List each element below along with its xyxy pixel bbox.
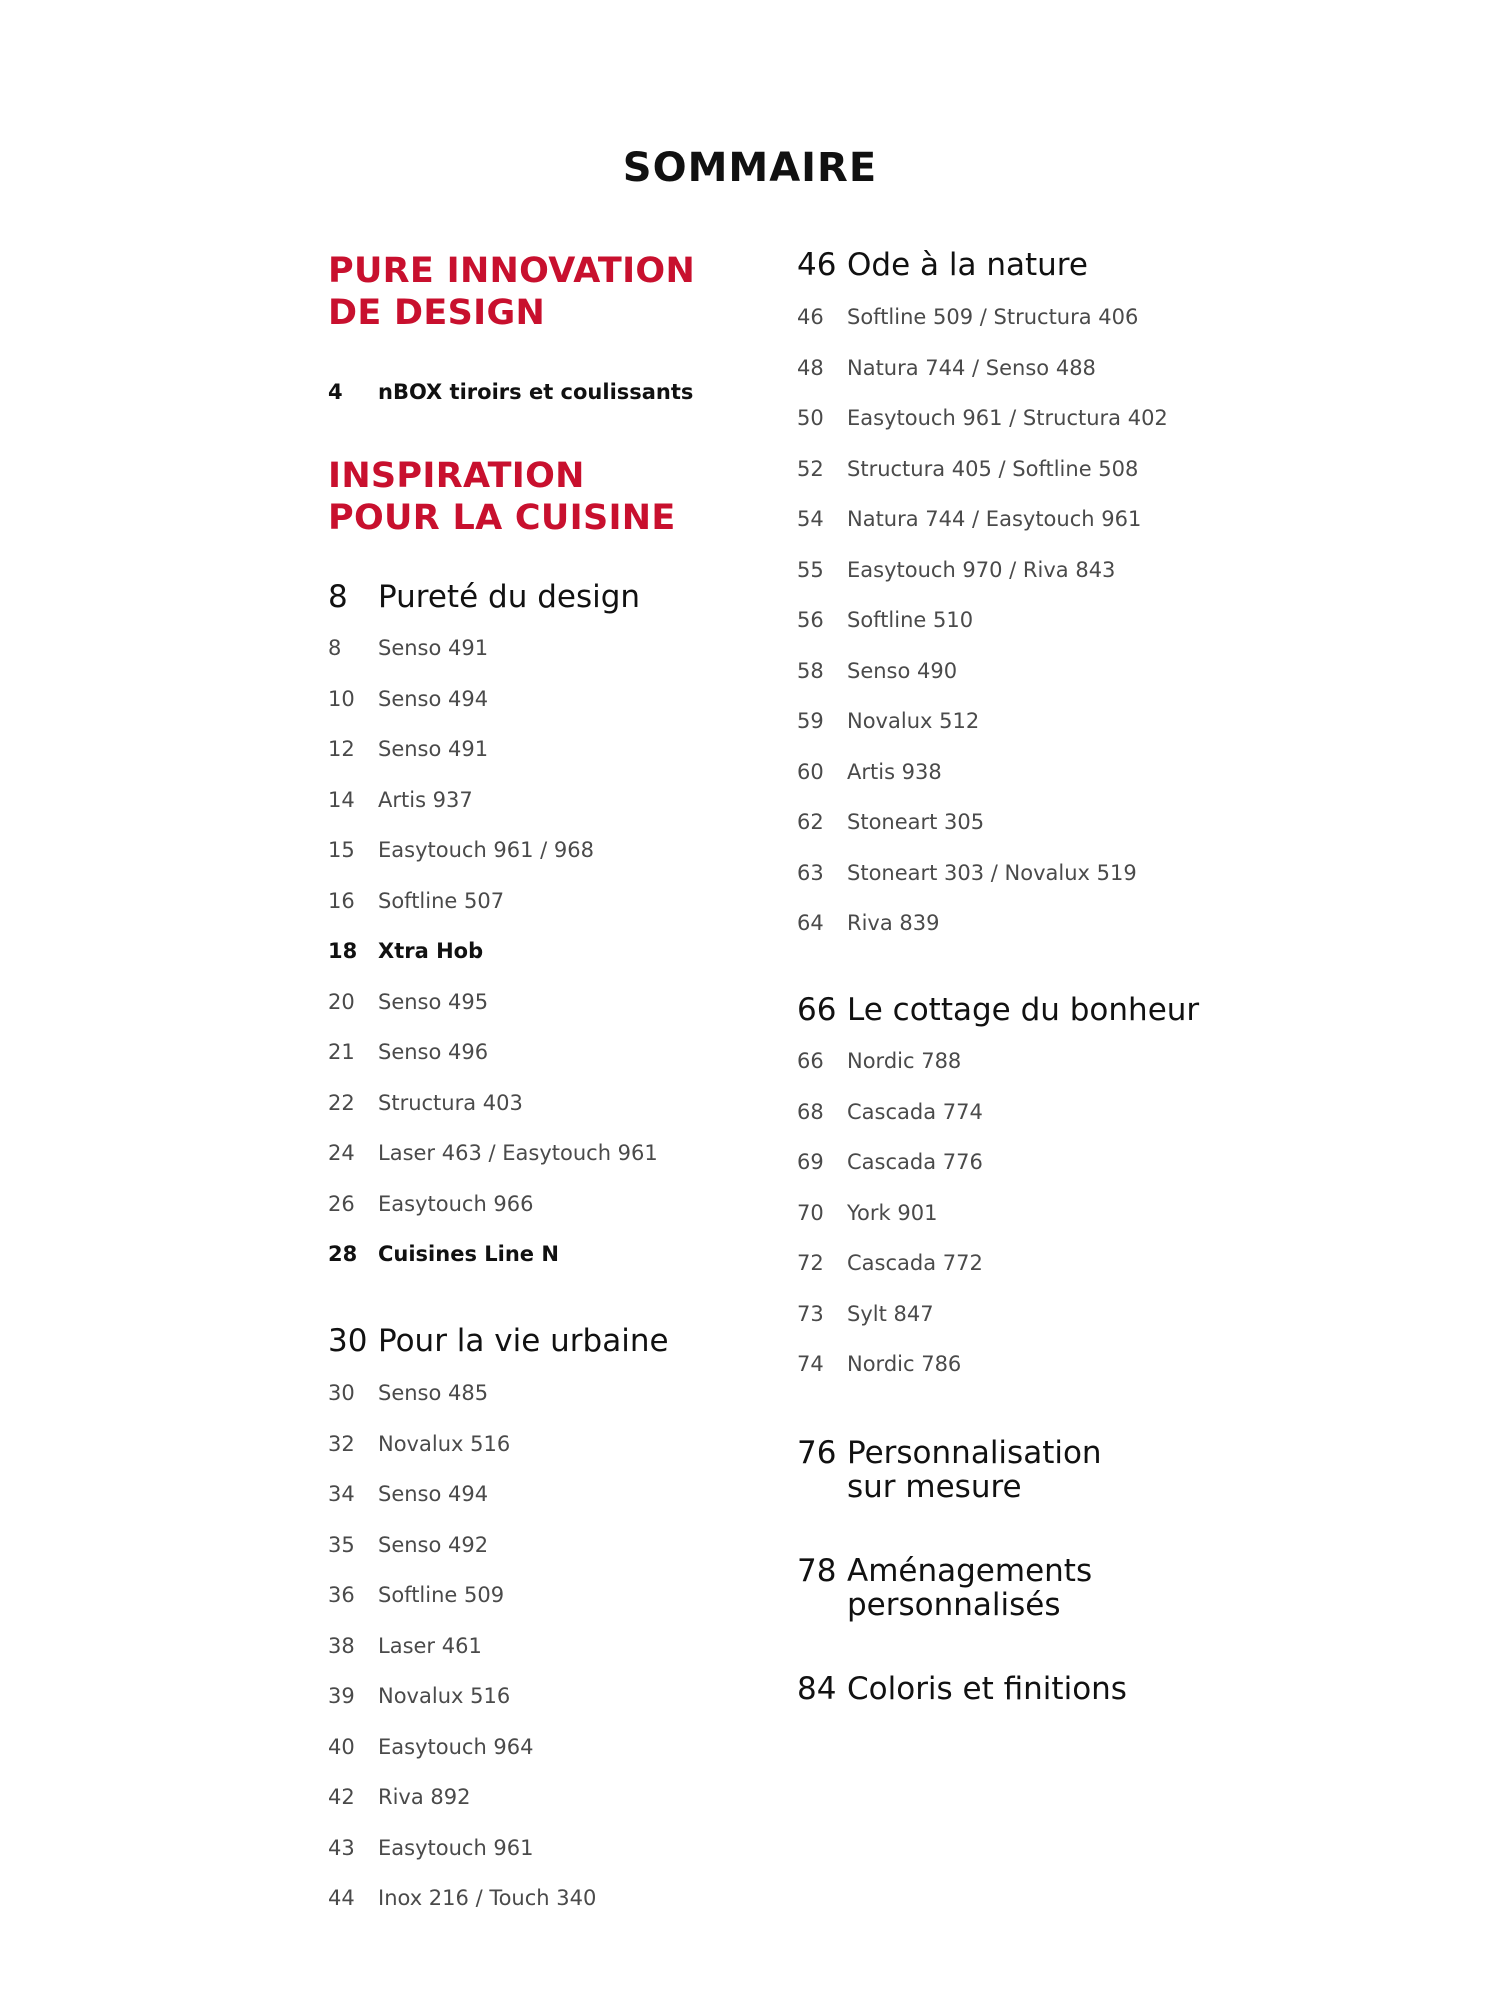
- page-title: SOMMAIRE: [622, 145, 878, 191]
- page-number: 15: [328, 838, 355, 862]
- page-number: 68: [797, 1099, 824, 1124]
- entry-label: Softline 509 / Structura 406: [847, 305, 1139, 329]
- entry-label: Stoneart 305: [847, 810, 985, 834]
- entry-label: Inox 216 / Touch 340: [378, 1886, 597, 1910]
- section-title: Le cottage du bonheur: [847, 992, 1200, 1028]
- entry-label: Softline 507: [378, 888, 505, 913]
- section-page-number: 84: [797, 1671, 837, 1707]
- entry-label: Natura 744 / Senso 488: [847, 355, 1096, 380]
- page-number: 39: [328, 1684, 355, 1708]
- entry-label: Senso 494: [378, 1482, 489, 1506]
- entry-label: Senso 491: [378, 636, 489, 660]
- entry-label: Xtra Hob: [378, 939, 484, 963]
- section-title-line2: personnalisés: [847, 1587, 1061, 1623]
- page-number: 12: [328, 737, 355, 761]
- page-number: 10: [328, 686, 355, 711]
- page-number: 73: [797, 1301, 824, 1326]
- page-number: 20: [328, 989, 355, 1014]
- page-number: 43: [328, 1835, 355, 1860]
- entry-label: Senso 491: [378, 737, 489, 761]
- section-title: Coloris et finitions: [847, 1671, 1127, 1707]
- page-number: 55: [797, 557, 824, 582]
- page-number: 22: [328, 1090, 355, 1115]
- entry-label: Laser 463 / Easytouch 961: [378, 1141, 658, 1165]
- entry-label: Sylt 847: [847, 1301, 934, 1326]
- page-number: 54: [797, 507, 824, 531]
- entry-label: Laser 461: [378, 1633, 482, 1658]
- entry-label: nBOX tiroirs et coulissants: [378, 380, 694, 404]
- entry-label: Easytouch 966: [378, 1191, 534, 1216]
- entry-label: Structura 405 / Softline 508: [847, 456, 1139, 481]
- page-number: 74: [797, 1352, 824, 1376]
- section-title: Aménagements: [847, 1553, 1093, 1589]
- page-number: 70: [797, 1200, 824, 1225]
- page-number: 26: [328, 1191, 355, 1216]
- entry-label: Senso 495: [378, 989, 489, 1014]
- entry-label: Easytouch 961 / Structura 402: [847, 406, 1168, 430]
- category-heading-pure-innovation: [328, 250, 695, 334]
- page-number: 72: [797, 1251, 824, 1275]
- entry-label: Artis 937: [378, 787, 473, 812]
- section-title: Personnalisation: [847, 1435, 1102, 1471]
- page-number: 24: [328, 1141, 355, 1165]
- entry-label: Senso 485: [378, 1381, 489, 1405]
- page-number: 66: [797, 1049, 824, 1073]
- entry-label: Easytouch 961 / 968: [378, 838, 595, 862]
- page-number: 30: [328, 1381, 355, 1405]
- page-number: 56: [797, 608, 824, 632]
- page-number: 38: [328, 1633, 355, 1658]
- section-page-number: 8: [328, 579, 348, 615]
- page-number: 35: [328, 1532, 355, 1557]
- entry-label: Easytouch 964: [378, 1734, 534, 1759]
- category-heading-line: DE DESIGN: [328, 293, 546, 333]
- page-number: 16: [328, 888, 355, 913]
- section-page-number: 30: [328, 1323, 368, 1359]
- entry-label: Cascada 774: [847, 1099, 983, 1124]
- page-number: 32: [328, 1431, 355, 1456]
- page-number: 46: [797, 305, 824, 329]
- page-number: 42: [328, 1785, 355, 1809]
- entry-label: Riva 892: [378, 1785, 471, 1809]
- entry-label: Stoneart 303 / Novalux 519: [847, 860, 1137, 885]
- page-number: 18: [328, 939, 358, 963]
- page-number: 64: [797, 911, 824, 935]
- entry-label: York 901: [847, 1200, 938, 1225]
- page-number: 40: [328, 1734, 355, 1759]
- page-number: 50: [797, 406, 824, 430]
- page-number: 60: [797, 759, 824, 784]
- section-page-number: 46: [797, 247, 837, 283]
- entry-label: Novalux 516: [378, 1431, 511, 1456]
- page-number: 69: [797, 1150, 824, 1174]
- entry-label: Artis 938: [847, 759, 942, 784]
- entry-label: Softline 509: [378, 1583, 505, 1607]
- entry-label: Cascada 772: [847, 1251, 983, 1275]
- entry-label: Senso 496: [378, 1040, 489, 1064]
- category-heading-line: POUR LA CUISINE: [328, 498, 676, 538]
- page-number: 52: [797, 456, 824, 481]
- section-page-number: 66: [797, 992, 837, 1028]
- entry-label: Riva 839: [847, 911, 940, 935]
- page-number: 59: [797, 709, 824, 733]
- page-number: 8: [328, 636, 342, 660]
- page-number: 34: [328, 1482, 355, 1506]
- entry-label: Nordic 786: [847, 1352, 962, 1376]
- entry-label: Senso 490: [847, 658, 958, 683]
- category-heading-line: PURE INNOVATION: [328, 251, 696, 291]
- entry-label: Softline 510: [847, 608, 974, 632]
- page-number: 4: [328, 380, 343, 404]
- entry-label: Easytouch 970 / Riva 843: [847, 557, 1116, 582]
- entry-label: Senso 494: [378, 686, 489, 711]
- section-title: Ode à la nature: [847, 247, 1088, 283]
- page-number: 58: [797, 658, 824, 683]
- entry-label: Nordic 788: [847, 1049, 962, 1073]
- page-number: 14: [328, 787, 355, 812]
- entry-label: Natura 744 / Easytouch 961: [847, 507, 1142, 531]
- page-number: 44: [328, 1886, 355, 1910]
- page-number: 21: [328, 1040, 355, 1064]
- page-number: 36: [328, 1583, 355, 1607]
- entry-label: Novalux 516: [378, 1684, 511, 1708]
- entry-label: Structura 403: [378, 1090, 523, 1115]
- section-title-line2: sur mesure: [847, 1469, 1022, 1505]
- entry-label: Easytouch 961: [378, 1835, 534, 1860]
- page-number: 62: [797, 810, 824, 834]
- category-heading-inspiration: [328, 455, 676, 539]
- category-heading-line: INSPIRATION: [328, 456, 585, 496]
- section-page-number: 78: [797, 1553, 837, 1589]
- section-title: Pour la vie urbaine: [378, 1323, 669, 1359]
- entry-label: Cuisines Line N: [378, 1242, 559, 1266]
- section-title: Pureté du design: [378, 579, 641, 615]
- entry-label: Novalux 512: [847, 709, 980, 733]
- page-number: 48: [797, 355, 824, 380]
- section-page-number: 76: [797, 1435, 837, 1471]
- page-number: 63: [797, 860, 824, 885]
- page-number: 28: [328, 1242, 358, 1266]
- entry-label: Cascada 776: [847, 1150, 983, 1174]
- entry-label: Senso 492: [378, 1532, 489, 1557]
